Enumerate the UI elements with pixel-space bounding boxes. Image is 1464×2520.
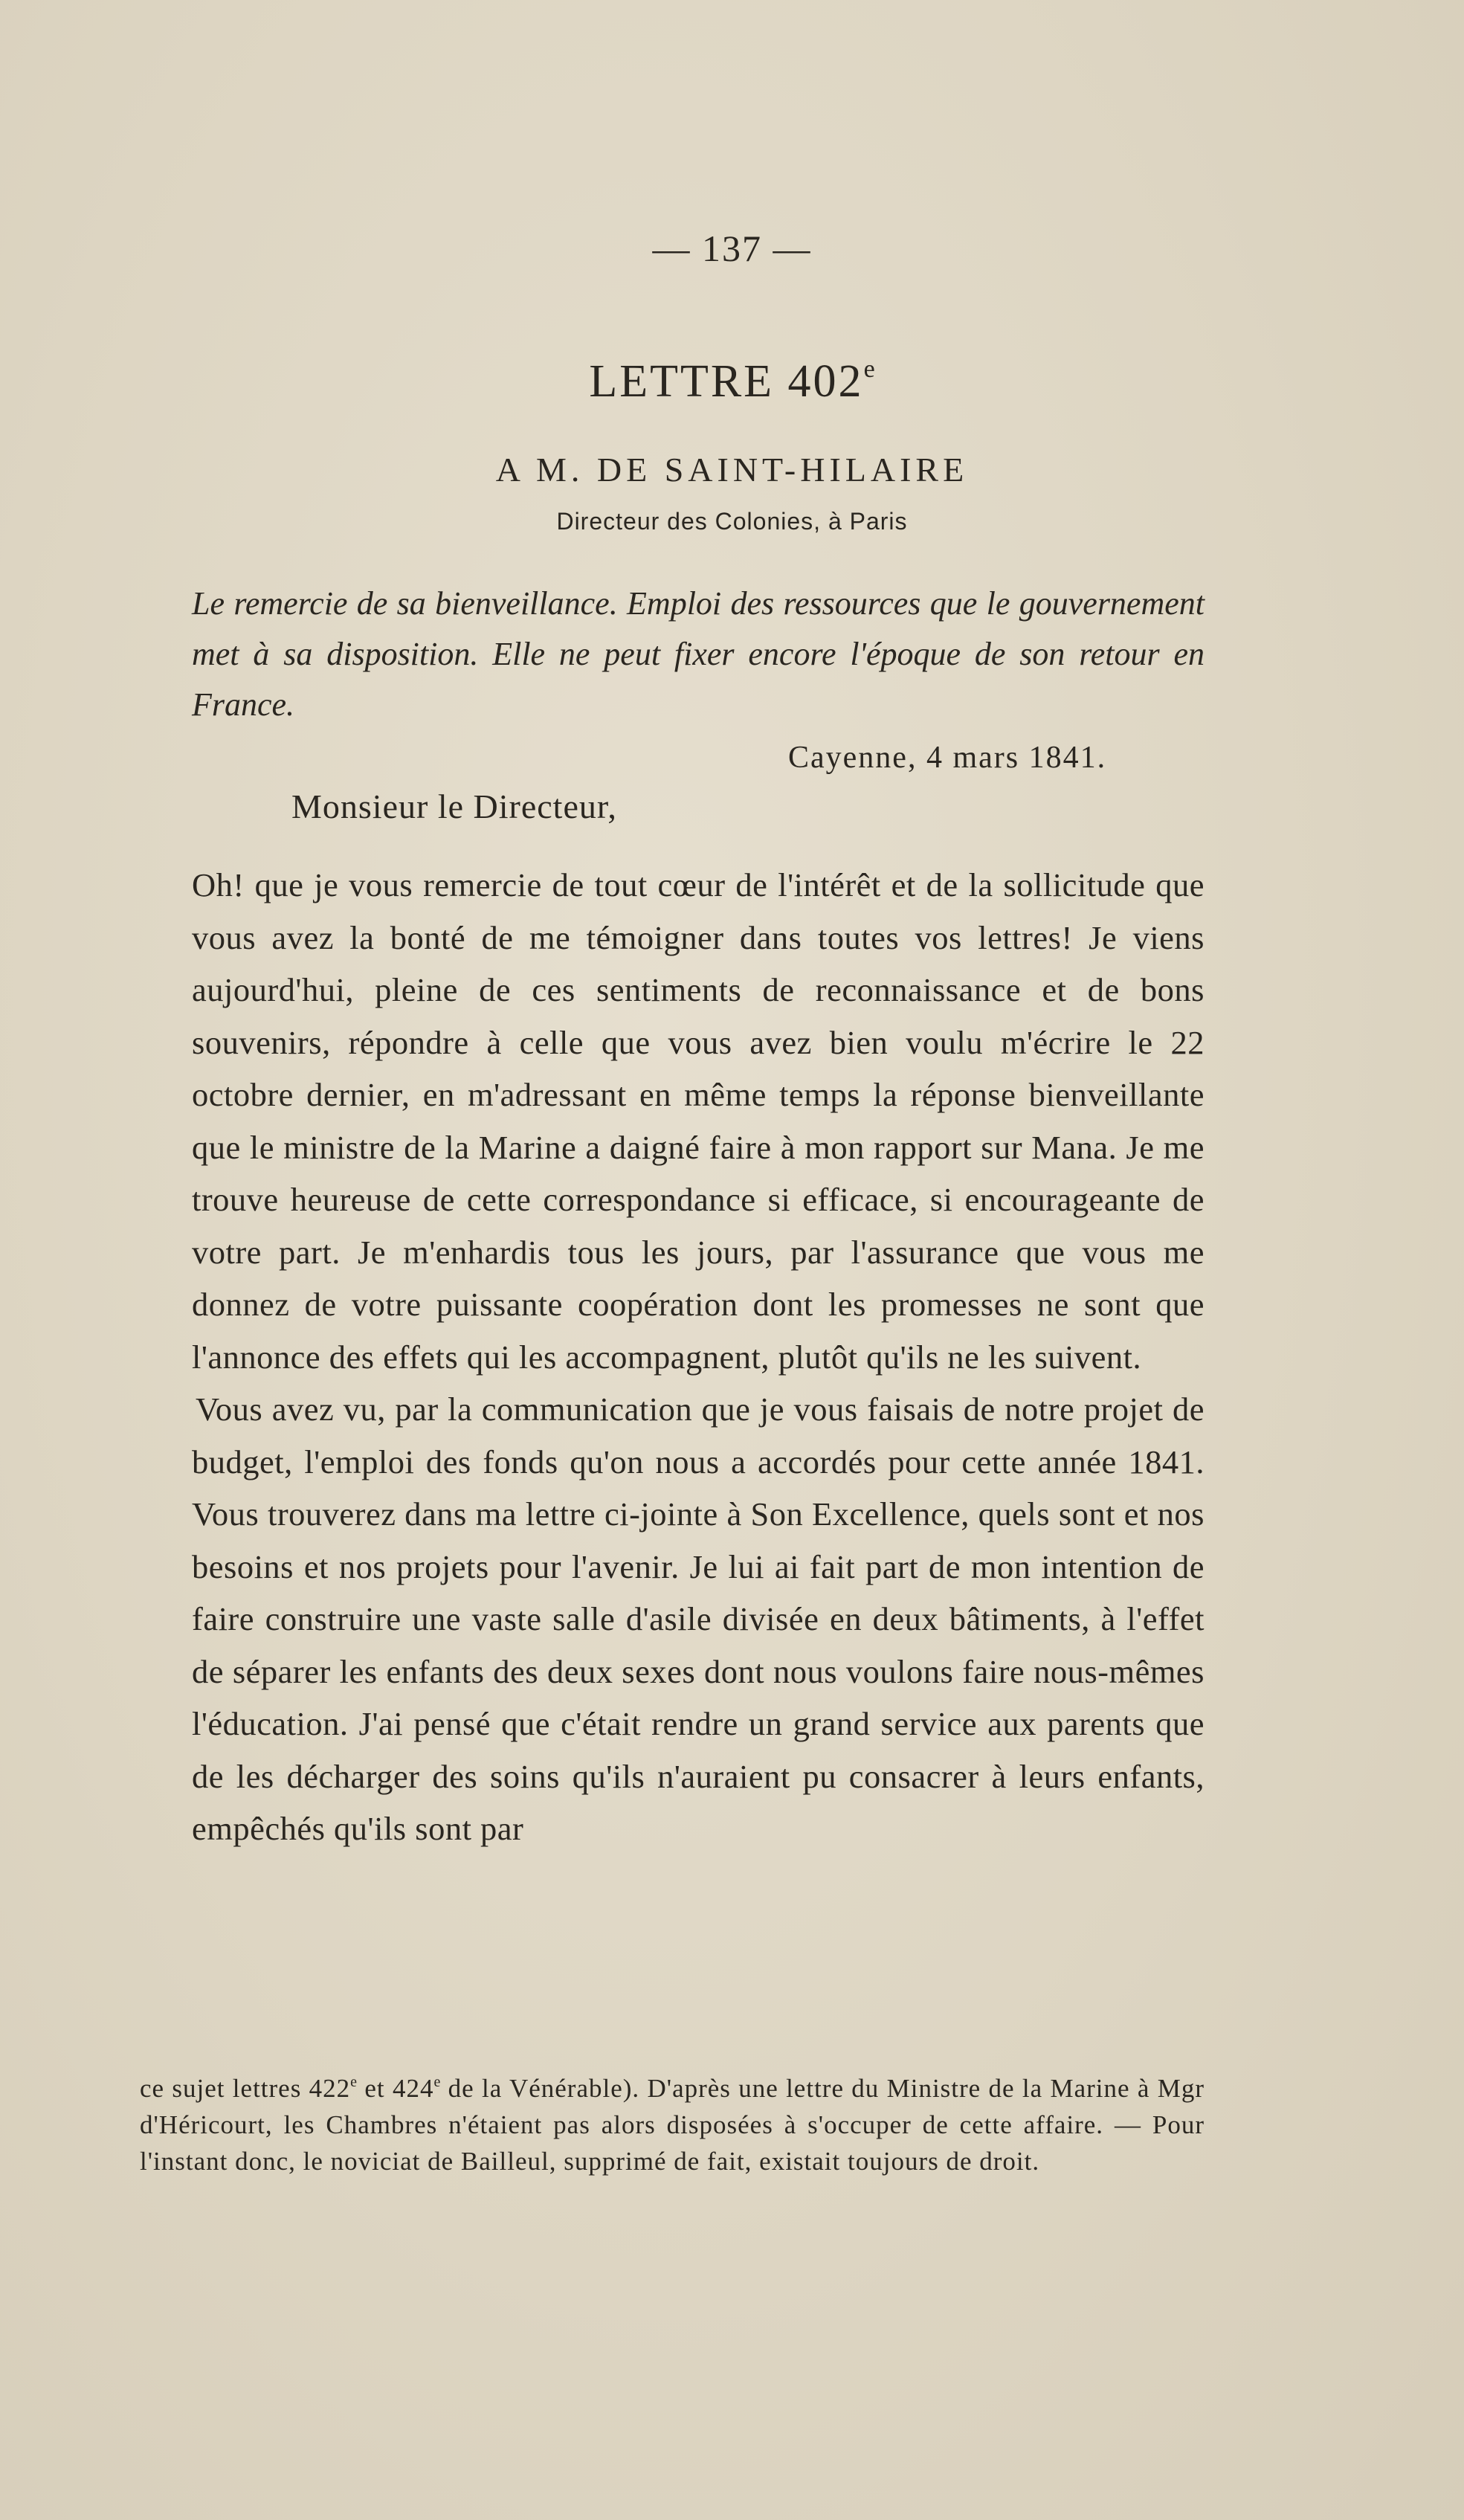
body-paragraph: Vous avez vu, par la communication que je vous faisais de notre projet de budget, l'emploi des fonds qu'on nous a accordés pour cette année 1841. Vous trouverez dans ma lettre ci-jointe à Son Excellence, quels sont et nos besoins et nos projets pour l'avenir. Je lui ai fait part de mon intention de faire construire une vaste salle d'asile divisée en deux bâtiments, à l'effet de séparer les enfants des deux sexes dont nous voulons faire nous-mêmes l'éducation. J'ai pensé que c'était rendre un grand service aux parents que de les décharger des soins qu'ils n'auraient pu consacrer à leurs enfants, empêchés qu'ils sont par: [192, 1390, 1205, 1847]
letter-title-superscript: e: [863, 355, 875, 383]
salutation: Monsieur le Directeur,: [291, 787, 617, 825]
addressee: A M. DE SAINT-HILAIRE: [495, 451, 969, 489]
letter-summary: Le remercie de sa bienveillance. Emploi des ressources que le gouvernement met à sa disposition. Elle ne peut fixer encore l'époque de son retour en France.: [192, 585, 1205, 723]
letter-title-text: LETTRE 402: [589, 356, 864, 407]
letter-body: [192, 859, 1205, 1855]
footnote-superscript: e: [433, 2074, 441, 2090]
footnote-text: ce sujet lettres 422: [140, 2074, 351, 2103]
footnote-text: de la Vénérable). D'après une lettre du Ministre de la Marine à Mgr d'Héricourt, les Chambres n'étaient pas alors disposées à s'occuper de cette affaire. — Pour l'instant donc, le noviciat de Bailleul, supprimé de fait, existait toujours de droit.: [140, 2074, 1205, 2176]
footnote-text: et 424: [357, 2074, 434, 2103]
footnote-superscript: e: [350, 2074, 358, 2090]
body-paragraph: Oh! que je vous remercie de tout cœur de l'intérêt et de la sollicitude que vous avez la bonté de me témoigner dans toutes vos lettres! Je viens aujourd'hui, pleine de ces sentiments de reconnaissance et de bons souvenirs, répondre à celle que vous avez bien voulu m'écrire le 22 octobre dernier, en m'adressant en même temps la réponse bienveillante que le ministre de la Marine a daigné faire à mon rapport sur Mana. Je me trouve heureuse de cette correspondance si efficace, si encourageante de votre part. Je m'enhardis tous les jours, par l'assurance que vous me donnez de votre puissante coopération dont les promesses ne sont que l'annonce des effets qui les accompagnent, plutôt qu'ils ne les suivent.: [192, 866, 1205, 1376]
footnote: [140, 2064, 1205, 2179]
dateline: Cayenne, 4 mars 1841.: [788, 741, 1107, 775]
page-number: — 137 —: [652, 228, 812, 269]
letter-title: [0, 355, 1464, 408]
addressee-title: Directeur des Colonies, à Paris: [556, 508, 908, 535]
